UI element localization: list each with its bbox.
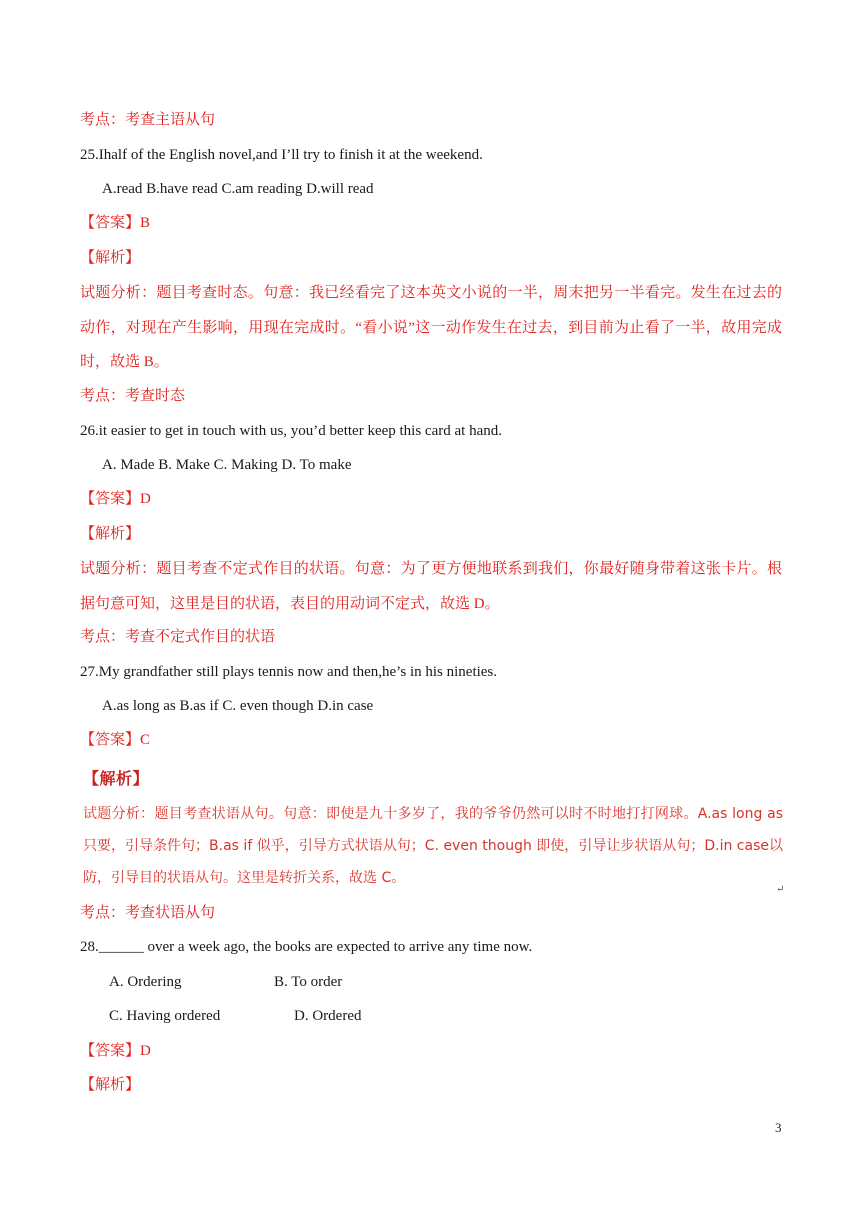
question-26-exam-point: 考点：考查不定式作目的状语 (80, 629, 276, 645)
question-25-analysis-label: 【解析】 (80, 250, 141, 266)
question-28-option-d: D. Ordered (294, 1008, 362, 1024)
exam-point-24: 考点：考查主语从句 (80, 112, 216, 128)
question-25-analysis: 试题分析：题目考查时态。句意：我已经看完了这本英文小说的一半，周末把另一半看完。发生在过去的动作，对现在产生影响，用现在完成时。“看小说”这一动作发生在过去，到目前为止看了一半，故用完成时，故选 B。 (80, 285, 782, 370)
question-27-exam-point: 考点：考查状语从句 (80, 905, 216, 921)
question-27-stem: 27.My grandfather still plays tennis now and then,he’s in his nineties. (80, 664, 498, 680)
question-26-analysis: 试题分析：题目考查不定式作目的状语。句意：为了更方便地联系到我们，你最好随身带着这张卡片。根据句意可知，这里是目的状语，表目的用动词不定式，故选 D。 (80, 561, 782, 612)
question-28-options-row-1 (109, 972, 343, 992)
question-25-options: A.read B.have read C.am reading D.will read (102, 181, 374, 197)
paragraph-mark: ↵ (776, 884, 785, 895)
question-28-option-a: A. Ordering (109, 974, 182, 990)
question-26-analysis-label: 【解析】 (80, 526, 141, 542)
question-26-answer: 【答案】D (80, 491, 151, 507)
page-number: 3 (775, 1120, 782, 1135)
question-27-options: A.as long as B.as if C. even though D.in case (102, 698, 374, 714)
question-28-stem: 28.______ over a week ago, the books are expected to arrive any time now. (80, 939, 533, 955)
question-25-answer: 【答案】B (80, 215, 151, 231)
scanned-analysis-image (79, 764, 785, 894)
question-28-option-b: B. To order (274, 974, 343, 990)
question-28-option-c: C. Having ordered (109, 1008, 221, 1024)
question-28-options-row-2 (109, 1006, 362, 1026)
question-27-answer: 【答案】C (80, 732, 151, 748)
question-25-stem: 25.Ihalf of the English novel,and I’ll try to finish it at the weekend. (80, 147, 483, 163)
question-26-stem: 26.it easier to get in touch with us, you’d better keep this card at hand. (80, 423, 502, 439)
question-25-exam-point: 考点：考查时态 (80, 388, 186, 404)
question-27-analysis-label: 【解析】 (83, 769, 150, 788)
question-28-answer: 【答案】D (80, 1043, 151, 1059)
question-27-analysis: 试题分析：题目考查状语从句。句意：即使是九十多岁了，我的爷爷仍然可以时不时地打打网球。A.as long as 只要，引导条件句；B.as if 似乎，引导方式状语从句；C. even though 即使，引导让步状语从句；D.in case以防，引导目的状语从句。这里是转折关系，故选 C。 (83, 806, 783, 886)
question-28-analysis-label: 【解析】 (80, 1077, 141, 1093)
question-26-options: A. Made B. Make C. Making D. To make (102, 457, 352, 473)
